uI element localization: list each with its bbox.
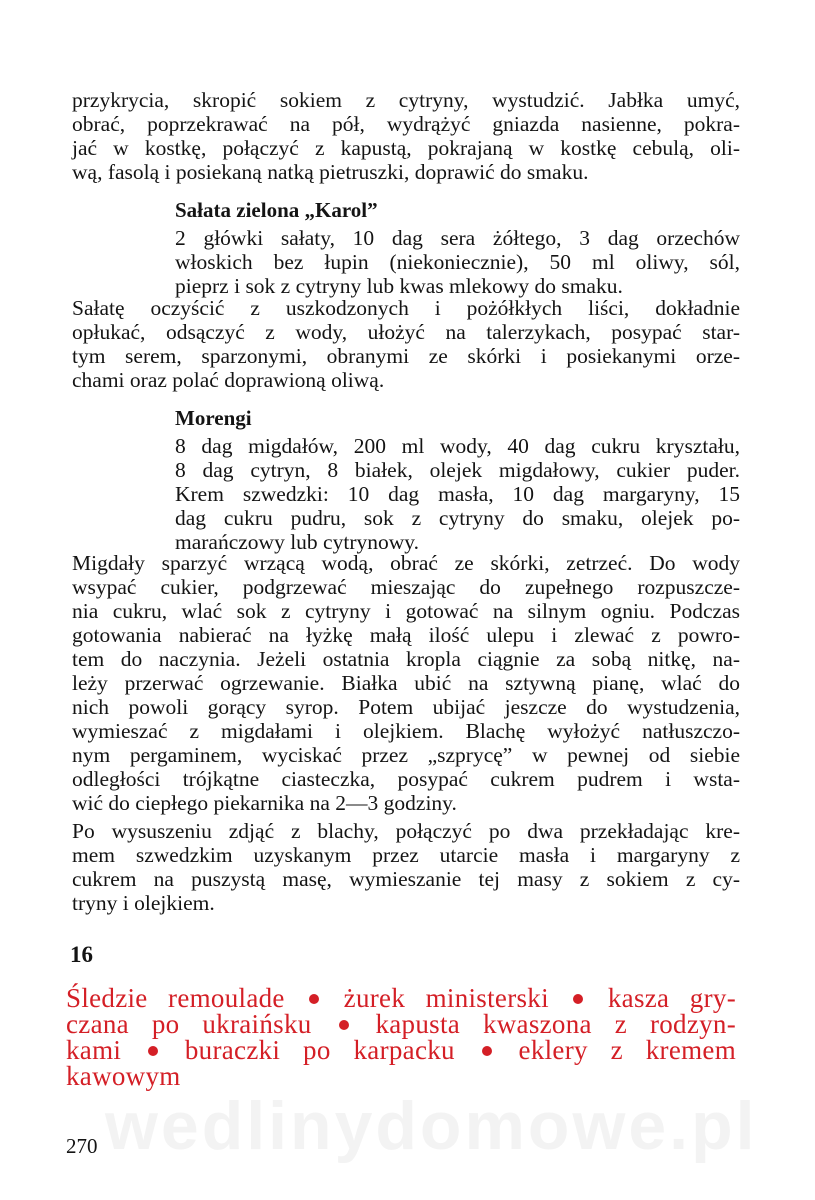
recipe-title-morengi: Morengi xyxy=(175,406,252,430)
menu-line xyxy=(66,1063,736,1089)
menu-line xyxy=(66,1037,736,1063)
bullet-icon xyxy=(148,1046,158,1056)
text-line: 8 dag cytryn, 8 białek, olejek migdałowy, cukier puder. xyxy=(175,458,740,482)
text-line: marańczowy lub cytrynowy. xyxy=(175,530,419,554)
page-number: 270 xyxy=(66,1134,98,1158)
text-line: 2 główki sałaty, 10 dag sera żółtego, 3 dag orzechów xyxy=(175,226,740,250)
salad-ingredients xyxy=(175,226,740,298)
menu-item: Śledzie remoulade xyxy=(66,983,285,1013)
morengi-method xyxy=(72,551,740,815)
bullet-icon xyxy=(482,1046,492,1056)
text-line: chami oraz polać doprawioną oliwą. xyxy=(72,368,385,392)
text-line: przykrycia, skropić sokiem z cytryny, wystudzić. Jabłka umyć, xyxy=(72,88,740,112)
text-line: Po wysuszeniu zdjąć z blachy, połączyć po dwa przekładając kre- xyxy=(72,819,740,843)
text-line: odległości trójkątne ciasteczka, posypać cukrem pudrem i wsta- xyxy=(72,767,740,791)
text-line: tym serem, sparzonymi, obranymi ze skórki i posiekanymi orze- xyxy=(72,344,740,368)
chapter-menu xyxy=(66,985,736,1089)
text-line: tem do naczynia. Jeżeli ostatnia kropla ciągnie za sobą nitkę, na- xyxy=(72,647,740,671)
text-line: jać w kostkę, połączyć z kapustą, pokrajaną w kostkę cebulą, oli- xyxy=(72,136,740,160)
morengi-ingredients xyxy=(175,434,740,554)
watermark: wedlinydomowe.pl xyxy=(105,1088,758,1164)
menu-item: kami xyxy=(66,1035,122,1065)
text-line: Krem szwedzki: 10 dag masła, 10 dag margaryny, 15 xyxy=(175,482,740,506)
bullet-icon xyxy=(309,994,319,1004)
text-line: nym pergaminem, wyciskać przez „szprycę” w pewnej od siebie xyxy=(72,743,740,767)
menu-item: kapusta kwaszona z rodzyn- xyxy=(375,1009,737,1039)
text-line: pieprz i sok z cytryny lub kwas mlekowy do smaku. xyxy=(175,274,623,298)
menu-item: kawowym xyxy=(66,1061,181,1091)
bullet-icon xyxy=(339,1020,349,1030)
text-line: nich powoli gorący syrop. Potem ubijać jeszcze do wystudzenia, xyxy=(72,695,740,719)
text-line: wymieszać z migdałami i olejkiem. Blachę wyłożyć natłuszczo- xyxy=(72,719,740,743)
text-line: tryny i olejkiem. xyxy=(72,891,215,915)
salad-method xyxy=(72,296,740,392)
text-line: wsypać cukier, podgrzewać mieszając do zupełnego rozpuszcze- xyxy=(72,575,740,599)
menu-line xyxy=(66,985,736,1011)
text-line: leży przerwać ogrzewanie. Białka ubić na sztywną pianę, wlać do xyxy=(72,671,740,695)
text-line: dag cukru pudru, sok z cytryny do smaku, olejek po- xyxy=(175,506,740,530)
chapter-number: 16 xyxy=(70,942,93,967)
recipe-title-salad: Sałata zielona „Karol” xyxy=(175,198,378,222)
menu-line xyxy=(66,1011,736,1037)
menu-item: kasza gry- xyxy=(607,983,736,1013)
text-line: obrać, poprzekrawać na pół, wydrążyć gniazda nasienne, pokra- xyxy=(72,112,740,136)
menu-item: żurek ministerski xyxy=(343,983,549,1013)
bullet-icon xyxy=(573,994,583,1004)
text-line: wić do ciepłego piekarnika na 2—3 godziny. xyxy=(72,791,457,815)
text-line: nia cukru, wlać sok z cytryny i gotować na silnym ogniu. Podczas xyxy=(72,599,740,623)
menu-item: czana po ukraińsku xyxy=(66,1009,312,1039)
menu-item: eklery z kremem xyxy=(518,1035,737,1065)
text-line: cukrem na puszystą masę, wymieszanie tej masy z sokiem z cy- xyxy=(72,867,740,891)
morengi-method-continued xyxy=(72,819,740,915)
text-line: Migdały sparzyć wrzącą wodą, obrać ze skórki, zetrzeć. Do wody xyxy=(72,551,740,575)
text-line: Sałatę oczyścić z uszkodzonych i pożółkłych liści, dokładnie xyxy=(72,296,740,320)
text-line: mem szwedzkim uzyskanym przez utarcie masła i margaryny z xyxy=(72,843,740,867)
text-line: wą, fasolą i posiekaną natką pietruszki, doprawić do smaku. xyxy=(72,160,589,184)
menu-item: buraczki po karpacku xyxy=(184,1035,455,1065)
text-line: gotowania nabierać na łyżkę małą ilość ulepu i zlewać z powro- xyxy=(72,623,740,647)
text-line: włoskich bez łupin (niekoniecznie), 50 ml oliwy, sól, xyxy=(175,250,740,274)
text-line: opłukać, odsączyć z wody, ułożyć na talerzykach, posypać star- xyxy=(72,320,740,344)
text-line: 8 dag migdałów, 200 ml wody, 40 dag cukru kryształu, xyxy=(175,434,740,458)
intro-paragraph xyxy=(72,88,740,184)
